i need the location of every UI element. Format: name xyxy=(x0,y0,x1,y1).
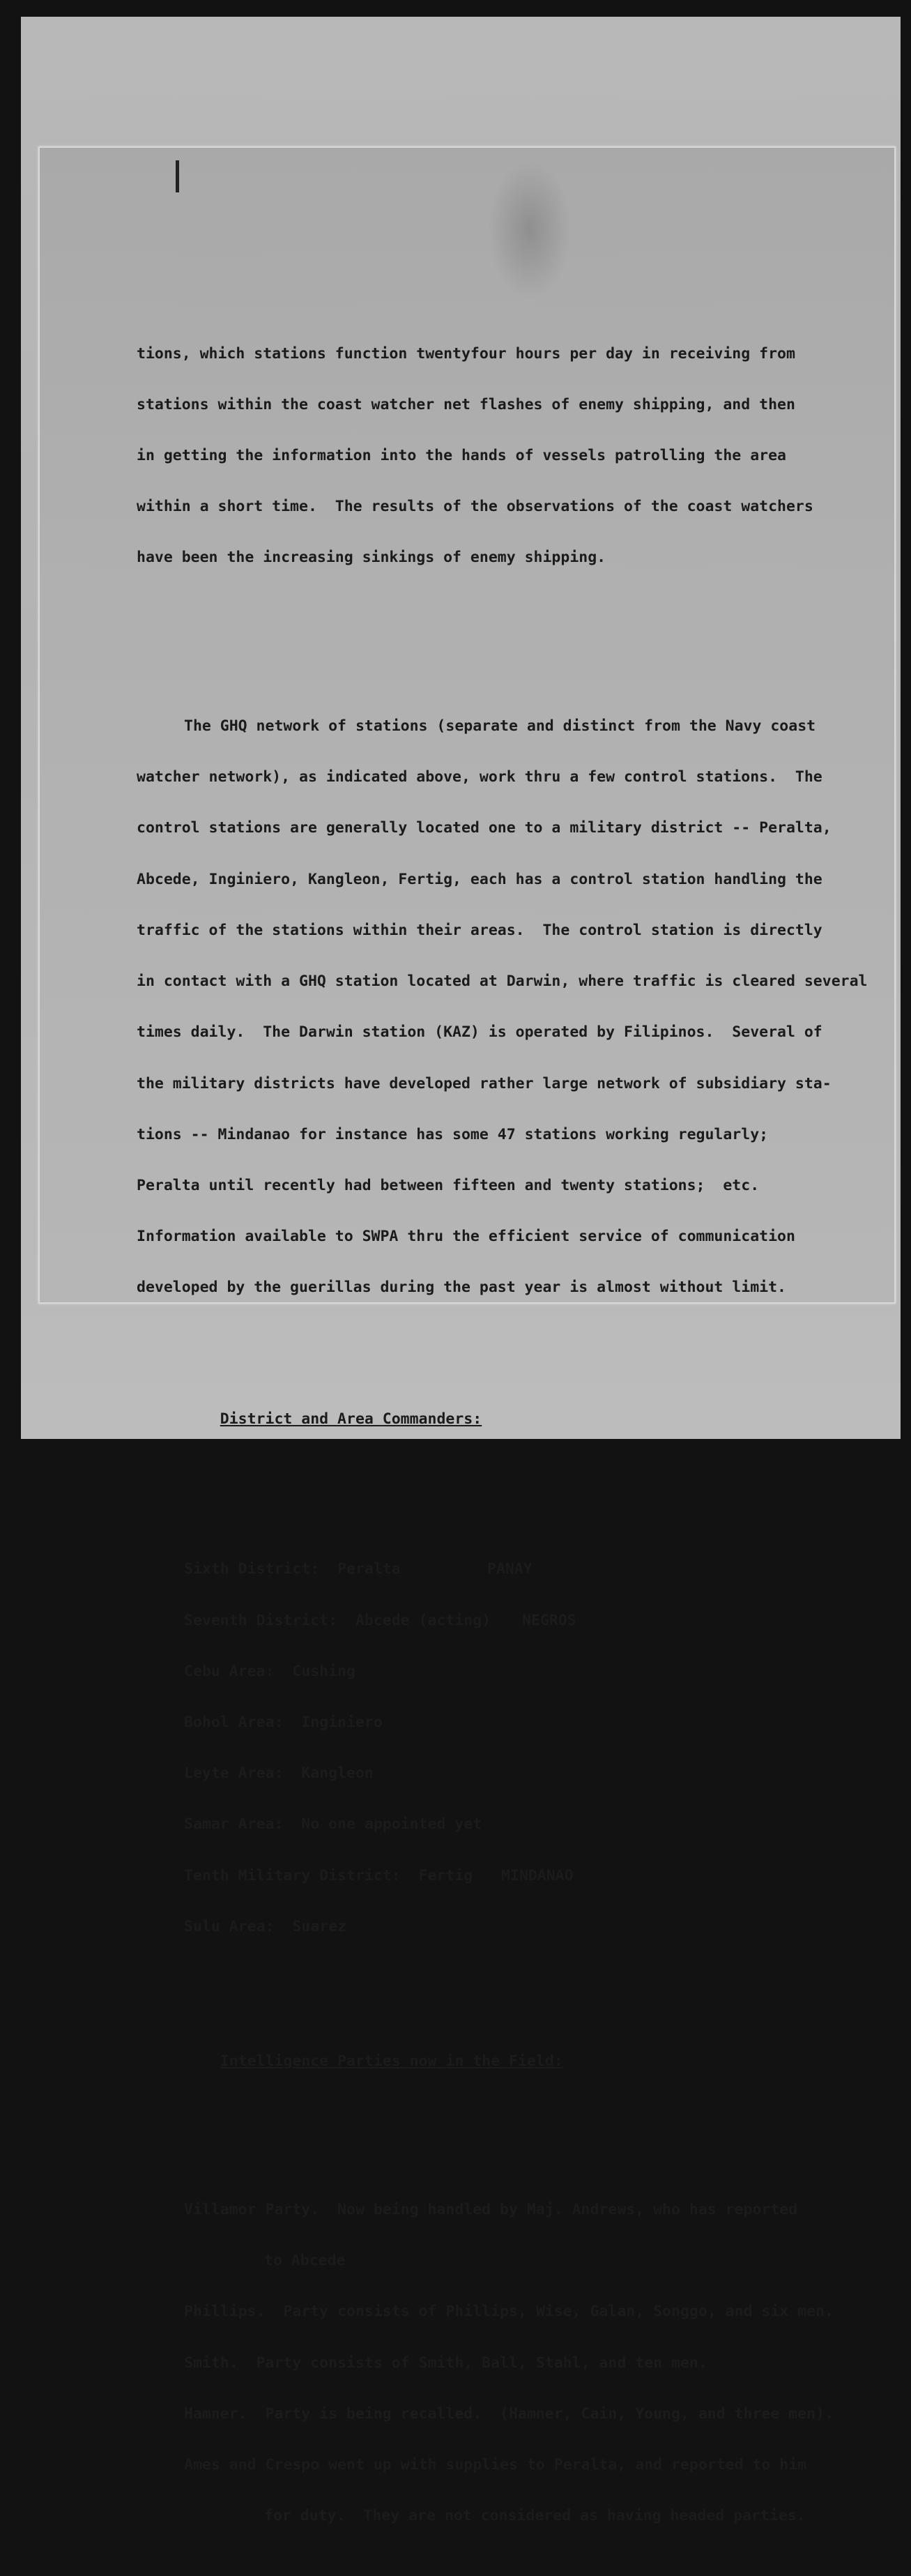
text-line: traffic of the stations within their areas. The control station is directly xyxy=(137,921,822,939)
commander-row xyxy=(184,1868,889,1884)
commander-region: PANAY xyxy=(487,1560,533,1578)
text-line: have been the increasing sinkings of enemy shipping. xyxy=(137,549,606,567)
paragraph-1 xyxy=(137,312,889,601)
commander-row xyxy=(184,1613,889,1629)
document-body xyxy=(137,277,889,2576)
party-entry: Smith. Party consists of Smith, Ball, Stahl, and ten men. xyxy=(184,2354,707,2372)
parties-list xyxy=(137,2167,889,2559)
commander-label: Bohol Area: Inginiero xyxy=(184,1714,383,1731)
text-line: within a short time. The results of the observations of the coast watchers xyxy=(137,498,813,516)
commanders-heading: District and Area Commanders: xyxy=(220,1410,482,1428)
text-line: control stations are generally located one to a military district -- Peralta, xyxy=(137,819,832,837)
party-entry: Villamor Party. Now being handled by Maj. Andrews, who has reported xyxy=(184,2200,798,2218)
commander-region: NEGROS xyxy=(522,1611,576,1629)
party-entry-continuation: to Abcede xyxy=(264,2252,346,2270)
text-line: tions -- Mindanao for instance has some 47 stations working regularly; xyxy=(137,1125,769,1143)
commander-row xyxy=(184,1561,889,1578)
paragraph-2 xyxy=(137,684,889,1330)
text-line: Abcede, Inginiero, Kangleon, Fertig, each has a control station handling the xyxy=(137,870,822,888)
text-line: watcher network), as indicated above, work thru a few control stations. The xyxy=(137,768,822,786)
commander-row xyxy=(184,1714,889,1731)
text-line: in contact with a GHQ station located at Darwin, where traffic is cleared several xyxy=(137,973,868,991)
commander-label: Leyte Area: Kangleon xyxy=(184,1765,374,1783)
text-line: stations within the coast watcher net flashes of enemy shipping, and then xyxy=(137,395,795,413)
party-entry: Ames and Crespo went up with supplies to Peralta, and reported to him xyxy=(184,2455,807,2474)
text-line: Information available to SWPA thru the efficient service of communication xyxy=(137,1228,795,1246)
party-entry: Hamner. Party is being recalled. (Hamner, Cain, Young, and three men). xyxy=(184,2404,834,2423)
text-line: tions, which stations function twentyfour hours per day in receiving from xyxy=(137,344,795,363)
commander-label: Tenth Military District: Fertig xyxy=(184,1866,473,1884)
commander-row xyxy=(184,1765,889,1782)
commander-row xyxy=(184,1663,889,1680)
text-line: times daily. The Darwin station (KAZ) is operated by Filipinos. Several of xyxy=(137,1023,822,1042)
text-line: the military districts have developed rather large network of subsidiary sta- xyxy=(137,1074,832,1092)
parties-heading: Intelligence Parties now in the Field: xyxy=(220,2052,563,2070)
commanders-list xyxy=(137,1527,889,1969)
text-line: The GHQ network of stations (separate and distinct from the Navy coast xyxy=(184,717,816,736)
commander-label: Samar Area: No one appointed yet xyxy=(184,1815,482,1834)
commander-region: MINDANAO xyxy=(501,1866,574,1884)
commander-label: Seventh District: Abcede (acting) xyxy=(184,1611,491,1629)
commander-row xyxy=(184,1919,889,1935)
commander-row xyxy=(184,1816,889,1833)
commander-label: Sulu Area: Suarez xyxy=(184,1917,346,1935)
party-entry: Phillips. Party consists of Phillips, Wise, Galan, Songgo, and six men. xyxy=(184,2303,834,2321)
pencil-mark xyxy=(176,160,179,192)
text-line: developed by the guerillas during the past year is almost without limit. xyxy=(137,1279,786,1297)
commander-label: Sixth District: Peralta xyxy=(184,1560,401,1578)
party-entry-continuation: for duty. They are not considered as having headed parties. xyxy=(264,2507,806,2525)
text-line: Peralta until recently had between fifteen and twenty stations; etc. xyxy=(137,1176,760,1194)
commander-label: Cebu Area: Cushing xyxy=(184,1662,355,1680)
text-line: in getting the information into the hands of vessels patrolling the area xyxy=(137,447,786,465)
